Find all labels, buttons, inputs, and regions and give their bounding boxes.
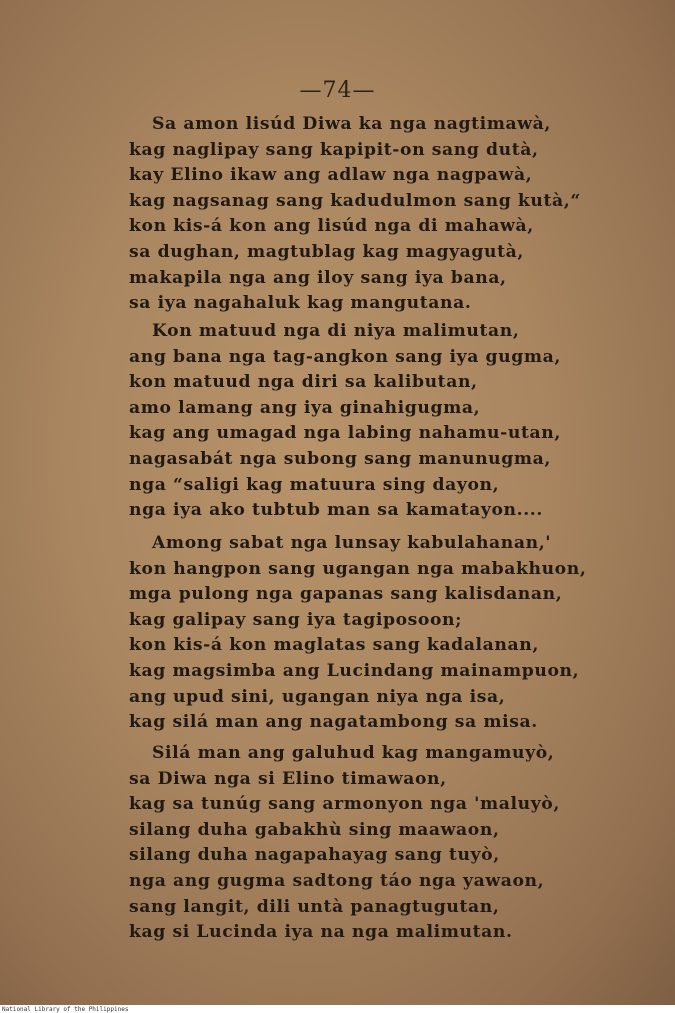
- poem-line: mga pulong nga gapanas sang kalisdanan,: [129, 584, 563, 605]
- poem-line: kag silá man ang nagatambong sa misa.: [129, 712, 538, 733]
- poem-line: kon matuud nga diri sa kalibutan,: [129, 372, 478, 393]
- poem-line: nga “saligi kag matuura sing dayon,: [129, 474, 500, 495]
- page-number: —74—: [299, 78, 376, 103]
- poem-line: Sa amon lisúd Diwa ka nga nagtimawà,: [152, 114, 552, 134]
- poem-line: kay Elino ikaw ang adlaw nga nagpawà,: [129, 165, 533, 186]
- poem-line: ang upud sini, ugangan niya nga isa,: [129, 686, 506, 707]
- poem-line: Among sabat nga lunsay kabulahanan,': [152, 533, 552, 553]
- poem-line: kag sa tunúg sang armonyon nga 'maluyò,: [129, 794, 560, 815]
- poem-line: Silá man ang galuhud kag mangamuyò,: [152, 743, 555, 763]
- poem-line: kag naglipay sang kapipit-on sang dutà,: [129, 139, 539, 160]
- poem-line: kag magsimba ang Lucindang mainampuon,: [129, 661, 580, 681]
- poem-line: sa dughan, magtublag kag magyagutà,: [129, 242, 524, 262]
- poem-line: kag ang umagad nga labing nahamu-utan,: [129, 423, 561, 444]
- poem-line: nagasabát nga subong sang manunugma,: [129, 449, 552, 469]
- poem-line: kag nagsanag sang kadudulmon sang kutà,“: [129, 190, 581, 211]
- poem-line: makapila nga ang iloy sang iya bana,: [129, 267, 507, 288]
- poem-line: kon kis-á kon ang lisúd nga di mahawà,: [129, 216, 534, 237]
- poem-line: nga iya ako tubtub man sa kamatayon....: [129, 500, 543, 521]
- poem-line: kag si Lucinda iya na nga malimutan.: [129, 922, 513, 943]
- poem-line: nga ang gugma sadtong táo nga yawaon,: [129, 871, 545, 891]
- poem-line: sang langit, dili untà panagtugutan,: [129, 896, 500, 917]
- footer-credit: National Library of the Philippines: [2, 1006, 129, 1013]
- poem-line: Kon matuud nga di niya malimutan,: [152, 321, 520, 341]
- poem-line: kon kis-á kon maglatas sang kadalanan,: [129, 635, 539, 656]
- poem-line: silang duha nagapahayag sang tuyò,: [129, 845, 500, 866]
- poem-line: kon hangpon sang ugangan nga mabakhuon,: [129, 558, 587, 579]
- poem-line: kag galipay sang iya tagiposoon;: [129, 609, 463, 630]
- poem-line: sa Diwa nga si Elino timawaon,: [129, 768, 447, 789]
- poem-line: amo lamang ang iya ginahigugma,: [129, 397, 481, 418]
- poem-line: sa iya nagahaluk kag mangutana.: [129, 293, 472, 314]
- poem-line: ang bana nga tag-angkon sang iya gugma,: [129, 346, 561, 367]
- poem-line: silang duha gabakhù sing maawaon,: [129, 819, 500, 840]
